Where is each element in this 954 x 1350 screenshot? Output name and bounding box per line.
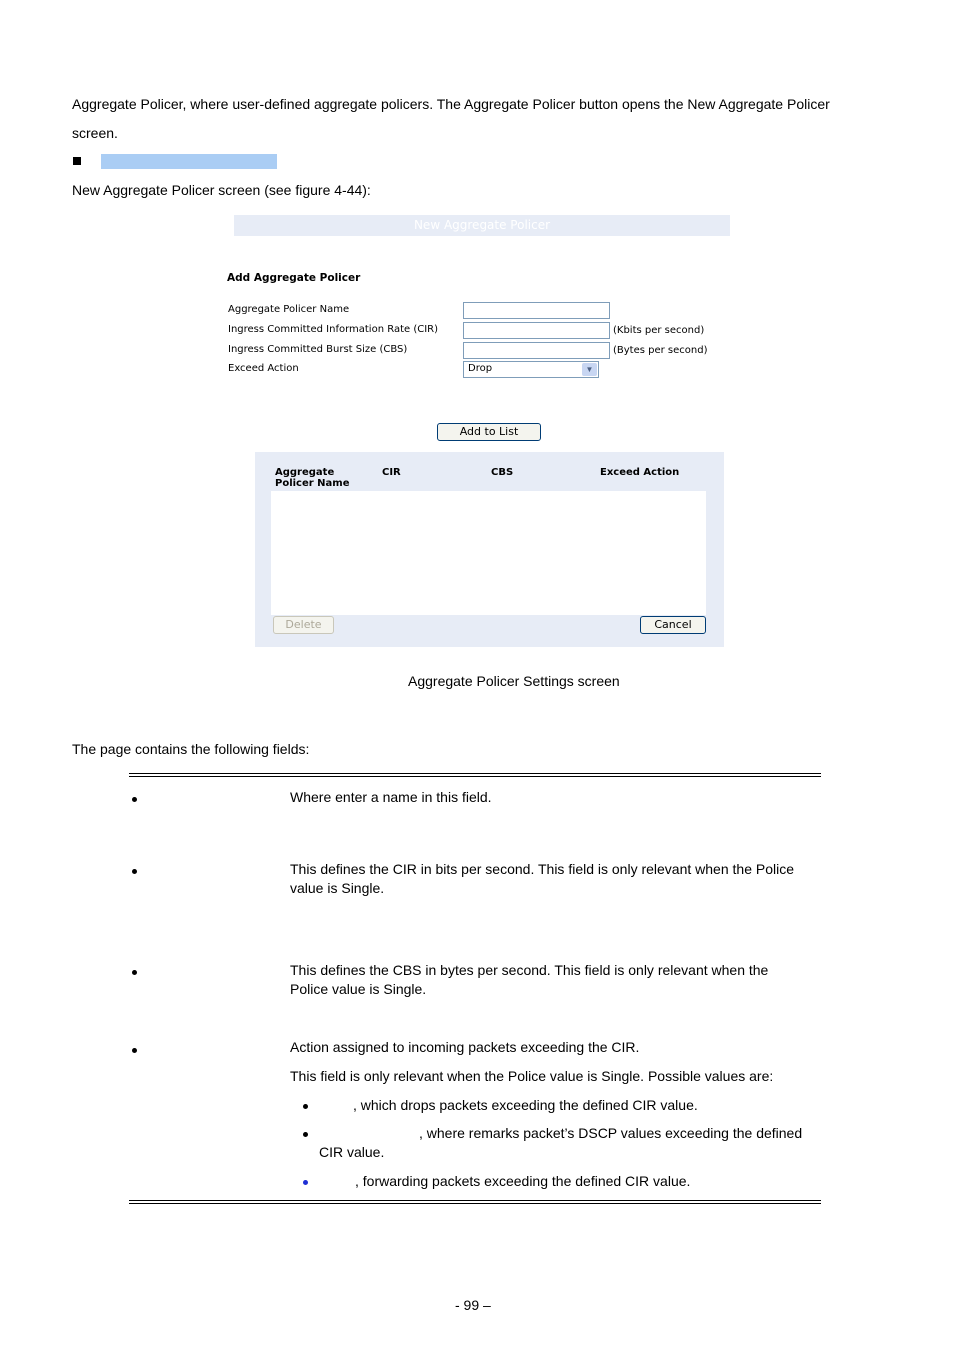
header-name-line-2: Policer Name (275, 478, 350, 489)
cbs-label: Ingress Committed Burst Size (CBS) (228, 344, 408, 355)
exceed-action-value: Drop (468, 363, 493, 374)
cbs-input[interactable] (463, 342, 610, 359)
desc-line: Where enter a name in this field. (290, 789, 492, 805)
row-bullet-icon (132, 970, 137, 975)
section-heading-highlight (101, 154, 277, 169)
table-bottom-rule (129, 1200, 821, 1201)
value-remark-cont: CIR value. (319, 1144, 385, 1160)
value-forward: , forwarding packets exceeding the defined CIR value. (355, 1173, 691, 1189)
row-bullet-icon (132, 869, 137, 874)
cir-input[interactable] (463, 322, 610, 339)
desc-line: Police value is Single. (290, 981, 427, 997)
value-bullet-icon (303, 1180, 308, 1185)
field-desc-exceed-2: This field is only relevant when the Police value is Single. Possible values are: (290, 1068, 774, 1084)
delete-button[interactable]: Delete (273, 616, 334, 634)
add-to-list-button[interactable]: Add to List (437, 423, 541, 441)
screen-title: New Aggregate Policer (234, 215, 730, 236)
row-bullet-icon (132, 797, 137, 802)
section-title: Add Aggregate Policer (227, 272, 361, 284)
value-remark: , where remarks packet’s DSCP values exceeding the defined (419, 1125, 803, 1141)
table-bottom-rule-2 (129, 1203, 821, 1204)
table-top-rule-2 (129, 776, 821, 777)
table-top-rule (129, 773, 821, 774)
cbs-unit: (Bytes per second) (613, 345, 708, 356)
header-cbs: CBS (491, 467, 514, 478)
exceed-action-select[interactable] (463, 361, 599, 378)
policer-list[interactable] (271, 491, 706, 615)
field-desc-cir (290, 860, 820, 898)
header-exceed-action: Exceed Action (600, 467, 680, 478)
figure-caption: Aggregate Policer Settings screen (408, 673, 620, 689)
desc-line: This defines the CBS in bytes per second. This field is only relevant when the (290, 962, 769, 978)
policer-name-input[interactable] (463, 302, 610, 319)
intro-line-1: Aggregate Policer, where user-defined aggregate policers. The Aggregate Policer button opens the New Aggregate Policer (72, 96, 830, 112)
desc-line: This defines the CIR in bits per second. This field is only relevant when the Police (290, 861, 794, 877)
field-desc-exceed-1: Action assigned to incoming packets exceeding the CIR. (290, 1039, 640, 1055)
page-number: - 99 – (455, 1297, 491, 1313)
field-desc-cbs (290, 961, 820, 999)
cir-label: Ingress Committed Information Rate (CIR) (228, 324, 439, 335)
row-bullet-icon (132, 1048, 137, 1053)
intro-line-2: screen. (72, 125, 118, 141)
exceed-action-label: Exceed Action (228, 363, 299, 374)
fields-intro: The page contains the following fields: (72, 741, 310, 757)
screen-reference: New Aggregate Policer screen (see figure 4-44): (72, 182, 371, 198)
header-name-line-1: Aggregate (275, 467, 335, 478)
value-drop: , which drops packets exceeding the defined CIR value. (353, 1097, 698, 1113)
header-cir: CIR (382, 467, 401, 478)
cir-unit: (Kbits per second) (613, 325, 705, 336)
value-bullet-icon (303, 1132, 308, 1137)
desc-line: value is Single. (290, 880, 385, 896)
field-desc-name (290, 788, 820, 807)
chevron-down-icon[interactable]: ▼ (582, 363, 597, 376)
policer-name-label: Aggregate Policer Name (228, 304, 350, 315)
section-bullet-icon (73, 157, 81, 165)
cancel-button[interactable]: Cancel (640, 616, 706, 634)
value-bullet-icon (303, 1104, 308, 1109)
